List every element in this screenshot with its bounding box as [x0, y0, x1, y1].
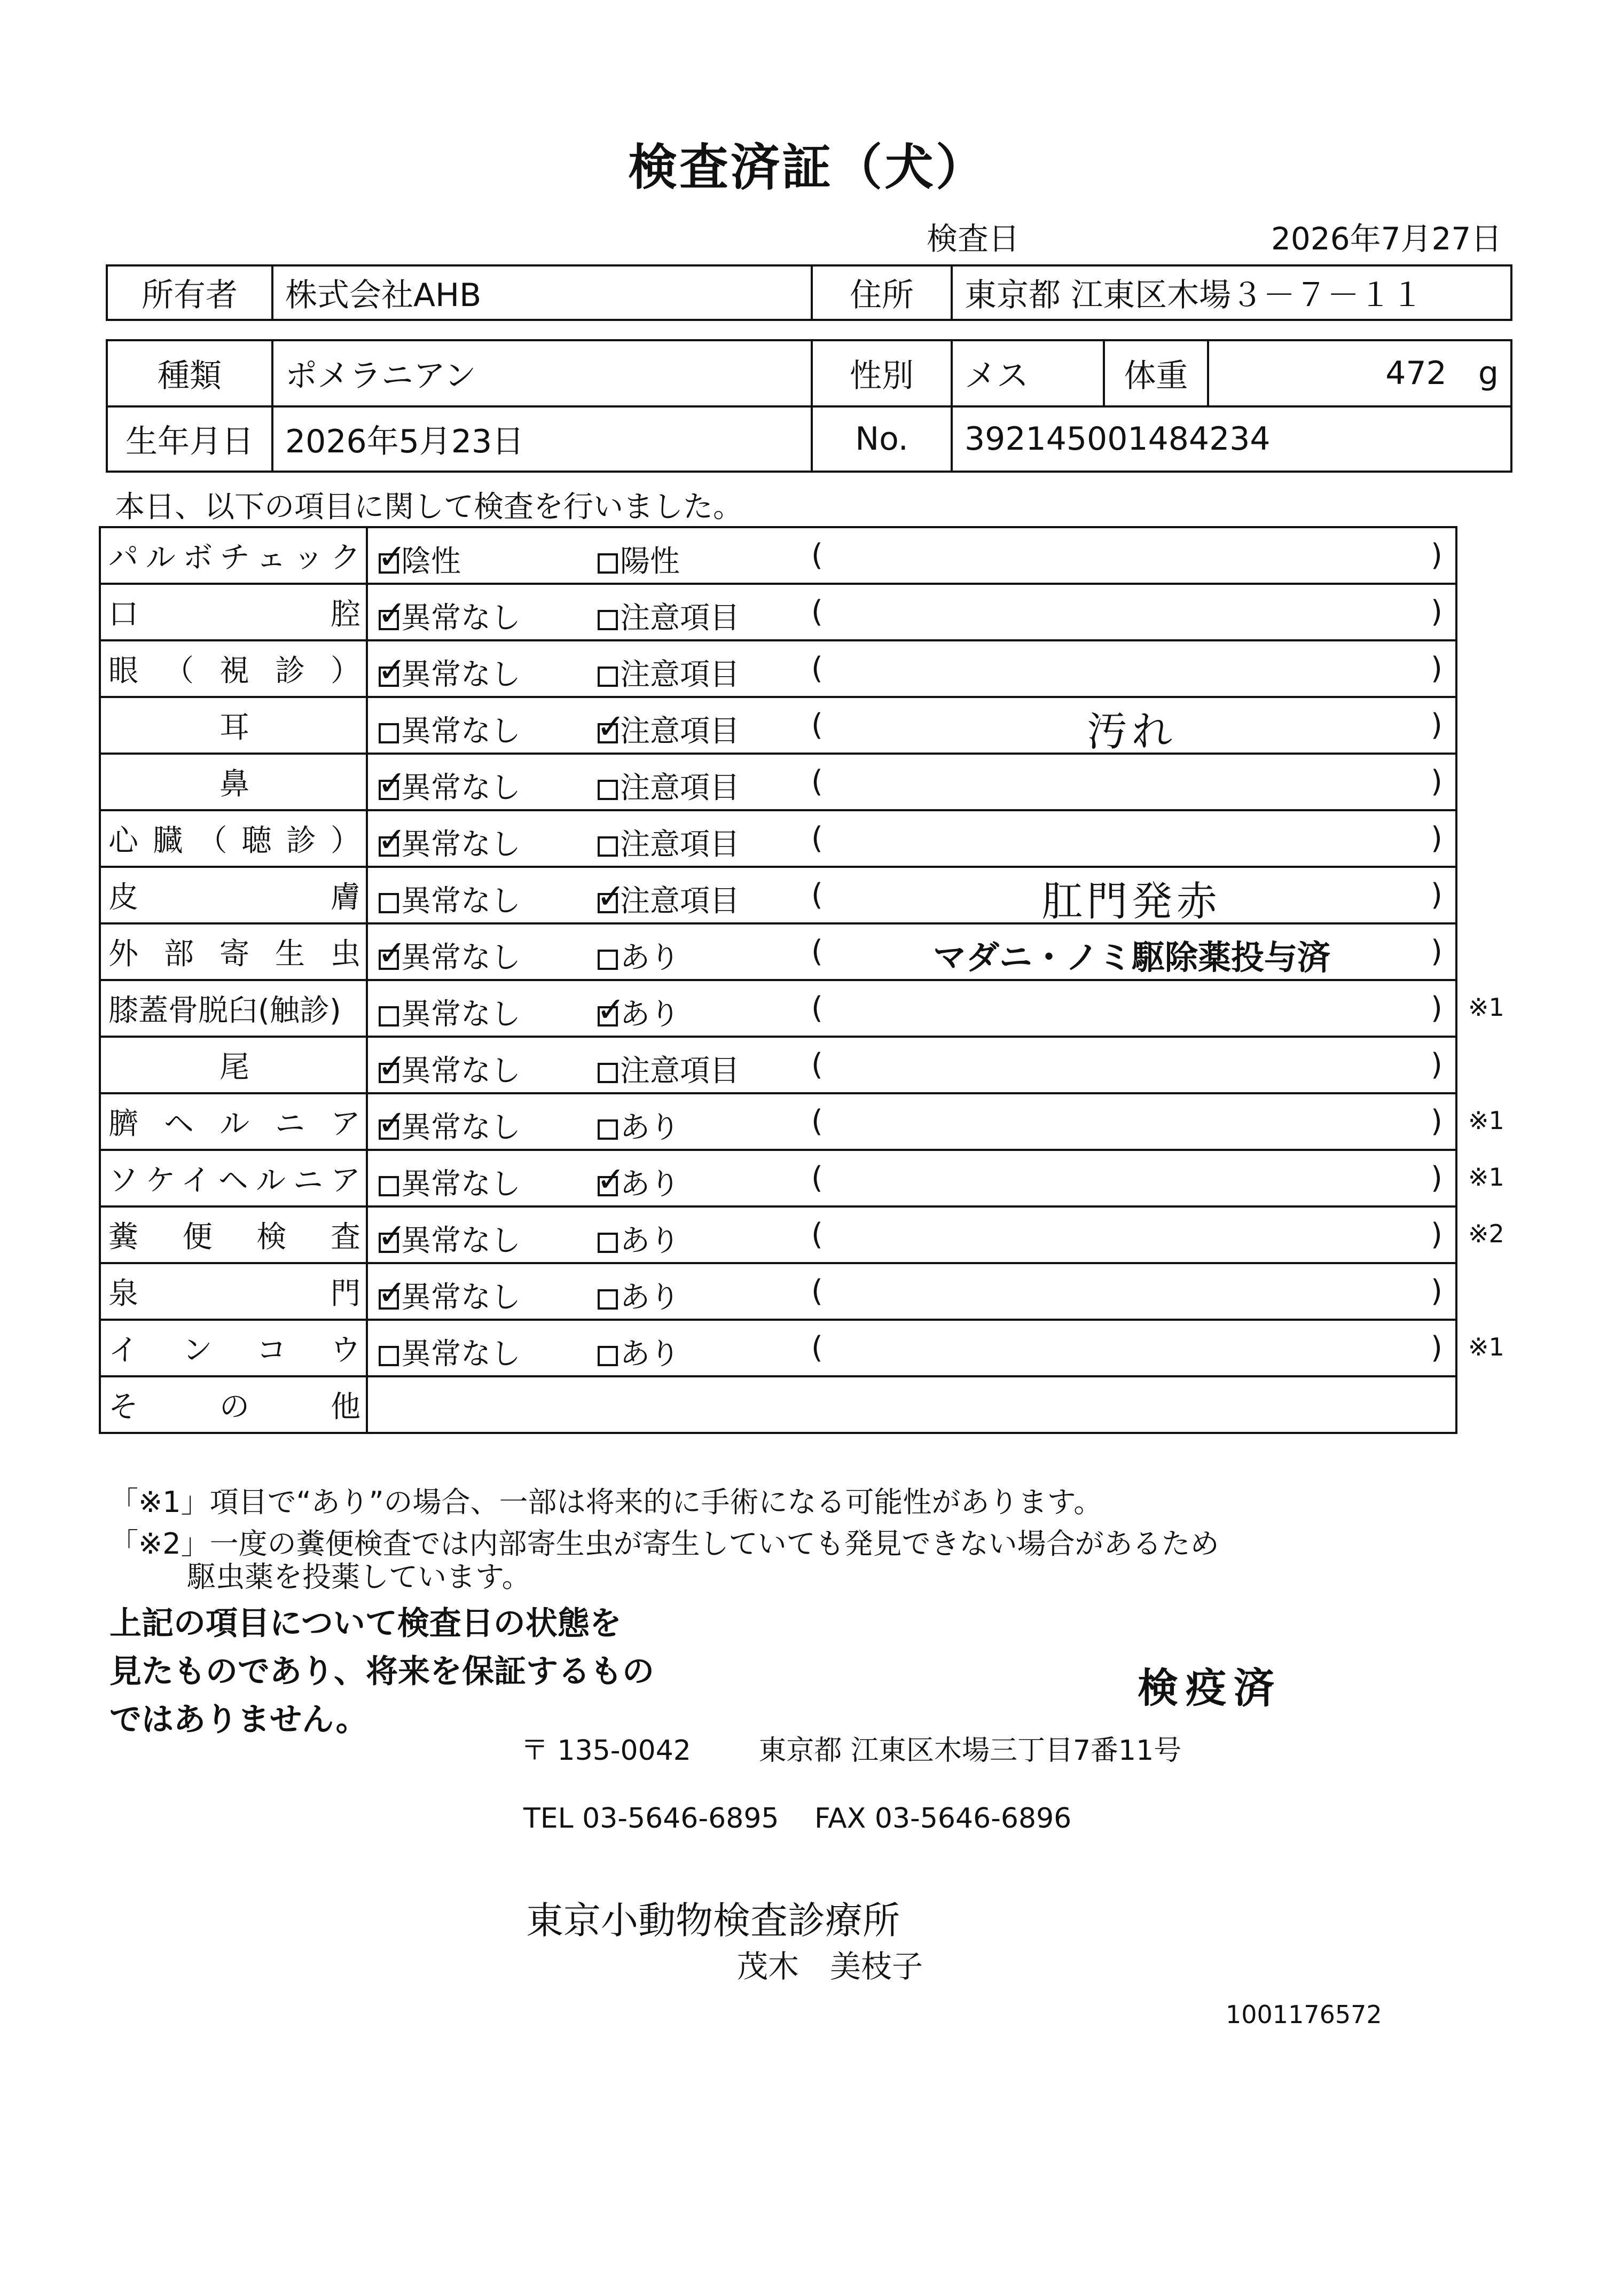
- inspection-item-label-cell: [100, 810, 367, 867]
- close-paren: ): [1431, 1330, 1442, 1365]
- checked-checkbox-icon: [598, 893, 618, 913]
- open-paren: (: [811, 538, 823, 573]
- result-option-label: 異常なし: [401, 1054, 521, 1088]
- inspection-result-cell: [367, 1206, 1504, 1263]
- result-option: [379, 708, 521, 750]
- result-option-label: 異常なし: [401, 1224, 521, 1258]
- result-option-label: 異常なし: [401, 1337, 521, 1372]
- inspection-result-cell: [367, 1263, 1456, 1320]
- inspection-row: [100, 1206, 1456, 1263]
- footnote-mark: ※1: [1468, 1106, 1504, 1135]
- result-option: [379, 1330, 521, 1373]
- close-paren: ): [1431, 991, 1442, 1025]
- result-option: [598, 1330, 680, 1373]
- result-option: [598, 877, 740, 920]
- result-note: マダニ・ノミ駆除薬投与済: [932, 938, 1330, 977]
- checkbox-icon: [598, 1063, 618, 1083]
- result-option: [598, 1047, 740, 1090]
- open-paren: (: [811, 764, 823, 799]
- inspection-result-cell: [367, 867, 1456, 923]
- other-value-cell: [367, 1376, 1456, 1433]
- footnote-mark: ※1: [1468, 1163, 1504, 1192]
- result-option: [598, 1161, 680, 1203]
- result-option-label: あり: [620, 1280, 680, 1315]
- checked-checkbox-icon: [379, 1119, 399, 1140]
- result-option: [379, 934, 521, 977]
- address-value: 東京都 江東区木場３－７－１１: [952, 265, 1511, 320]
- checkbox-icon: [598, 610, 618, 630]
- disclaimer-line: ではありません。: [109, 1701, 368, 1738]
- result-option: [598, 991, 680, 1033]
- inspection-row: [100, 584, 1456, 640]
- exam-date-label: 検査日: [927, 221, 1020, 257]
- exam-date-value: 2026年7月27日: [1271, 221, 1502, 257]
- document-title: 検査済証（犬）: [628, 139, 987, 196]
- result-option-label: 異常なし: [401, 714, 521, 749]
- footnote-mark: ※1: [1468, 993, 1504, 1022]
- inspection-item-label-cell: [100, 640, 367, 697]
- result-option-label: 注意項目: [620, 601, 740, 636]
- owner-table: [106, 264, 1512, 321]
- inspection-row: [100, 867, 1456, 923]
- result-option-label: 異常なし: [401, 1280, 521, 1315]
- inspection-row: [100, 980, 1456, 1037]
- number-value: 392145001484234: [952, 406, 1511, 472]
- inspection-item-label: 心臓（聴診）: [108, 824, 360, 858]
- result-option-label: あり: [620, 1167, 680, 1202]
- result-option-label: 注意項目: [620, 657, 740, 692]
- checked-checkbox-icon: [379, 610, 399, 630]
- close-paren: ): [1431, 1161, 1442, 1195]
- inspection-item-label-cell: [100, 1206, 367, 1263]
- inspection-row: [100, 1320, 1456, 1376]
- inspection-item-label-cell: [100, 980, 367, 1037]
- clinic-address-line: [521, 1728, 1181, 1768]
- sex-label: 性別: [812, 340, 952, 406]
- result-option-label: 注意項目: [620, 714, 740, 749]
- checkbox-icon: [598, 780, 618, 800]
- result-option: [598, 1217, 680, 1260]
- checked-checkbox-icon: [379, 1063, 399, 1083]
- person-name: 茂木 美枝子: [737, 1948, 923, 1985]
- inspection-item-label: ソケイヘルニア: [108, 1163, 360, 1198]
- inspection-row: [100, 640, 1456, 697]
- inspection-result-cell: [367, 1093, 1504, 1150]
- result-option: [379, 1047, 521, 1090]
- checkbox-icon: [598, 836, 618, 857]
- result-option-label: 陽性: [620, 544, 680, 579]
- inspection-item-label-cell: [100, 527, 367, 584]
- inspection-result-cell: [367, 923, 1456, 980]
- footnote-mark: ※1: [1468, 1333, 1504, 1361]
- disclaimer-line: 見たものであり、将来を保証するもの: [109, 1653, 654, 1690]
- inspection-item-label-cell: [100, 754, 367, 810]
- inspection-item-label-cell: [100, 1263, 367, 1320]
- result-option: [379, 1217, 521, 1260]
- checked-checkbox-icon: [379, 1233, 399, 1253]
- checkbox-icon: [379, 1006, 399, 1026]
- weight-value-cell: [1208, 340, 1511, 406]
- result-option-label: 異常なし: [401, 884, 521, 919]
- result-option-label: 異常なし: [401, 1167, 521, 1202]
- open-paren: (: [811, 651, 823, 686]
- checked-checkbox-icon: [379, 950, 399, 970]
- breed-value: ポメラニアン: [272, 340, 812, 406]
- footnote-1: 「※1」項目で“あり”の場合、一部は将来的に手術になる可能性があります。: [109, 1485, 1103, 1519]
- result-note: 肛門発赤: [1042, 877, 1221, 925]
- inspection-result-cell: [367, 1037, 1456, 1093]
- result-option: [379, 821, 521, 864]
- open-paren: (: [811, 934, 823, 969]
- result-option: [598, 651, 740, 694]
- close-paren: ): [1431, 1104, 1442, 1139]
- result-option-label: 異常なし: [401, 771, 521, 805]
- result-option-label: 異常なし: [401, 941, 521, 975]
- close-paren: ): [1431, 594, 1442, 629]
- weight-unit: g: [1478, 355, 1499, 392]
- other-label: その他: [108, 1390, 360, 1424]
- close-paren: ): [1431, 821, 1442, 856]
- checkbox-icon: [598, 1289, 618, 1310]
- result-option-label: 異常なし: [401, 827, 521, 862]
- result-option: [598, 934, 680, 977]
- inspection-item-label: 泉門: [108, 1276, 360, 1311]
- open-paren: (: [811, 1330, 823, 1365]
- open-paren: (: [811, 1217, 823, 1252]
- tel: TEL 03-5646-6895: [523, 1803, 779, 1835]
- close-paren: ): [1431, 651, 1442, 686]
- contact-line: [523, 1803, 1071, 1835]
- inspection-item-label: 臍ヘルニア: [108, 1107, 360, 1141]
- result-option-label: 注意項目: [620, 1054, 740, 1088]
- inspection-item-label-cell: [100, 584, 367, 640]
- result-option-label: 注意項目: [620, 771, 740, 805]
- weight-label: 体重: [1104, 340, 1208, 406]
- fax: FAX 03-5646-6896: [814, 1803, 1072, 1835]
- checked-checkbox-icon: [598, 1176, 618, 1196]
- result-option-label: あり: [620, 1224, 680, 1258]
- result-option-label: 異常なし: [401, 601, 521, 636]
- close-paren: ): [1431, 1274, 1442, 1308]
- open-paren: (: [811, 708, 823, 742]
- close-paren: ): [1431, 934, 1442, 969]
- open-paren: (: [811, 1161, 823, 1195]
- inspection-item-label: 外部寄生虫: [108, 937, 360, 971]
- result-option-label: 異常なし: [401, 657, 521, 692]
- inspection-result-cell: [367, 584, 1456, 640]
- sex-value: メス: [952, 340, 1104, 406]
- result-option: [598, 708, 740, 750]
- breed-label: 種類: [107, 340, 272, 406]
- open-paren: (: [811, 821, 823, 856]
- birth-label: 生年月日: [107, 406, 272, 472]
- checked-checkbox-icon: [379, 667, 399, 687]
- inspection-item-label: 尾: [219, 1050, 249, 1085]
- open-paren: (: [811, 1274, 823, 1308]
- birth-value: 2026年5月23日: [272, 406, 812, 472]
- close-paren: ): [1431, 1047, 1442, 1082]
- inspection-item-label: 糞便検査: [108, 1220, 360, 1255]
- open-paren: (: [811, 1047, 823, 1082]
- inspection-item-label: 膝蓋骨脱臼(触診): [108, 993, 341, 1028]
- inspection-row: [100, 1150, 1456, 1206]
- disclaimer: [109, 1600, 654, 1744]
- inspection-item-label: インコウ: [108, 1333, 360, 1368]
- inspection-item-label: 眼（視診）: [108, 654, 360, 688]
- result-option: [379, 877, 521, 920]
- inspection-result-cell: [367, 527, 1456, 584]
- intro-text: 本日、以下の項目に関して検査を行いました。: [115, 490, 743, 524]
- result-option-label: あり: [620, 1337, 680, 1372]
- result-option-label: あり: [620, 941, 680, 975]
- address-label: 住所: [812, 265, 952, 320]
- result-option: [598, 764, 740, 807]
- inspection-row: [100, 923, 1456, 980]
- result-option-label: 異常なし: [401, 1110, 521, 1145]
- inspection-item-label-cell: [100, 1150, 367, 1206]
- result-option: [598, 1104, 680, 1147]
- inspection-item-label-cell: [100, 923, 367, 980]
- inspection-result-cell: [367, 980, 1504, 1037]
- checkbox-icon: [598, 667, 618, 687]
- quarantine-stamp: 検疫済: [1138, 1664, 1282, 1712]
- result-option: [379, 1274, 521, 1317]
- result-option: [598, 821, 740, 864]
- result-option: [598, 538, 680, 581]
- checkbox-icon: [598, 1119, 618, 1140]
- animal-table: [106, 339, 1512, 473]
- inspection-row-other: [100, 1376, 1456, 1433]
- checkbox-icon: [598, 950, 618, 970]
- inspection-row: [100, 810, 1456, 867]
- checked-checkbox-icon: [379, 553, 399, 574]
- inspection-item-label: 口腔: [108, 597, 360, 632]
- inspection-table: [99, 526, 1504, 1434]
- result-option-label: あり: [620, 1110, 680, 1145]
- close-paren: ): [1431, 538, 1442, 573]
- inspection-item-label-cell: [100, 1037, 367, 1093]
- close-paren: ): [1431, 708, 1442, 742]
- open-paren: (: [811, 991, 823, 1025]
- inspection-result-cell: [367, 697, 1456, 754]
- checkbox-icon: [379, 1346, 399, 1366]
- inspection-row: [100, 697, 1456, 754]
- result-option: [598, 594, 740, 637]
- number-label: No.: [812, 406, 952, 472]
- inspection-row: [100, 527, 1456, 584]
- clinic-address: 東京都 江東区木場三丁目7番11号: [758, 1735, 1182, 1767]
- result-option: [379, 764, 521, 807]
- checkbox-icon: [598, 1233, 618, 1253]
- checkbox-icon: [598, 553, 618, 574]
- checked-checkbox-icon: [598, 723, 618, 743]
- inspection-item-label-cell: [100, 697, 367, 754]
- checked-checkbox-icon: [598, 1006, 618, 1026]
- inspection-row: [100, 1263, 1456, 1320]
- inspection-item-label-cell: [100, 1320, 367, 1376]
- inspection-item-label-cell: [100, 1093, 367, 1150]
- inspection-result-cell: [367, 640, 1456, 697]
- checkbox-icon: [379, 893, 399, 913]
- other-label-cell: [100, 1376, 367, 1433]
- result-option-label: 注意項目: [620, 827, 740, 862]
- checked-checkbox-icon: [379, 1289, 399, 1310]
- inspection-result-cell: [367, 810, 1456, 867]
- result-option-label: 異常なし: [401, 997, 521, 1032]
- result-option: [379, 1104, 521, 1147]
- clinic-name: 東京小動物検査診療所: [526, 1899, 900, 1942]
- open-paren: (: [811, 594, 823, 629]
- result-option: [379, 651, 521, 694]
- inspection-item-label: 鼻: [219, 767, 249, 802]
- result-option: [379, 594, 521, 637]
- result-option: [598, 1274, 680, 1317]
- close-paren: ): [1431, 1217, 1442, 1252]
- result-note: 汚れ: [1087, 708, 1177, 755]
- inspection-item-label: パルボチェック: [108, 540, 360, 575]
- open-paren: (: [811, 877, 823, 912]
- inspection-row: [100, 1093, 1456, 1150]
- owner-value: 株式会社AHB: [272, 265, 812, 320]
- footnote-2: 「※2」一度の糞便検査では内部寄生虫が寄生していても発見できない場合があるため: [109, 1527, 1219, 1561]
- result-option-label: 陰性: [401, 544, 461, 579]
- footnote-2-continued: 駆虫薬を投薬しています。: [187, 1560, 531, 1594]
- postal-code: 〒 135-0042: [521, 1735, 691, 1767]
- inspection-result-cell: [367, 754, 1456, 810]
- result-option: [379, 1161, 521, 1203]
- document-code: 1001176572: [1226, 2000, 1382, 2029]
- footnote-mark: ※2: [1468, 1219, 1504, 1248]
- close-paren: ): [1431, 877, 1442, 912]
- result-option-label: あり: [620, 997, 680, 1032]
- result-option-label: 注意項目: [620, 884, 740, 919]
- inspection-result-cell: [367, 1320, 1504, 1376]
- close-paren: ): [1431, 764, 1442, 799]
- inspection-row: [100, 1037, 1456, 1093]
- checked-checkbox-icon: [379, 836, 399, 857]
- checkbox-icon: [598, 1346, 618, 1366]
- owner-label: 所有者: [107, 265, 272, 320]
- checkbox-icon: [379, 1176, 399, 1196]
- weight-value: 472: [1385, 355, 1447, 392]
- inspection-item-label: 耳: [219, 710, 249, 745]
- checkbox-icon: [379, 723, 399, 743]
- inspection-row: [100, 754, 1456, 810]
- open-paren: (: [811, 1104, 823, 1139]
- disclaimer-line: 上記の項目について検査日の状態を: [109, 1605, 622, 1642]
- inspection-item-label: 皮膚: [108, 880, 360, 915]
- inspection-item-label-cell: [100, 867, 367, 923]
- result-option: [379, 991, 521, 1033]
- result-option: [379, 538, 461, 581]
- checked-checkbox-icon: [379, 780, 399, 800]
- inspection-result-cell: [367, 1150, 1504, 1206]
